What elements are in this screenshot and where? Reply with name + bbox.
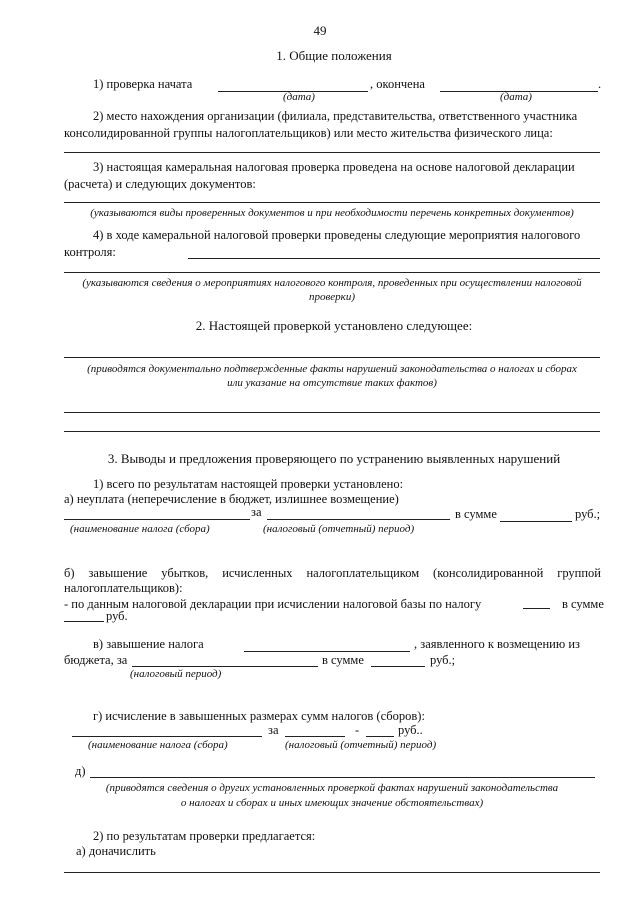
item1-label: 1) проверка начата <box>93 77 193 91</box>
a-tax-name-field[interactable] <box>64 519 250 520</box>
section-1-title: 1. Общие положения <box>276 48 392 63</box>
location-field[interactable] <box>64 152 600 153</box>
documents-field[interactable] <box>64 202 600 203</box>
g-za: за <box>268 723 279 737</box>
v-line1-a: в) завышение налога <box>93 637 204 651</box>
g-hint-tax-name: (наименование налога (сбора) <box>88 739 228 751</box>
a-hint-tax-name: (наименование налога (сбора) <box>70 523 210 535</box>
item3-line2: (расчета) и следующих документов: <box>64 177 256 191</box>
item4-hint-line1: (указываются сведения о мероприятиях налогового контроля, проведенных при осуществлении налоговой <box>82 277 582 289</box>
section-2-title: 2. Настоящей проверкой установлено следующее: <box>195 318 473 333</box>
g-period-to-field[interactable] <box>366 736 394 737</box>
s3-p2: 2) по результатам проверки предлагается: <box>93 829 316 843</box>
findings-field-3[interactable] <box>64 431 600 432</box>
item1-ended-label: , окончена <box>370 77 425 91</box>
section-3-title: 3. Выводы и предложения проверяющего по устранению выявленных нарушений <box>107 451 561 466</box>
section-2-hint-line2: или указание на отсутствие таких фактов) <box>227 377 437 389</box>
findings-field[interactable] <box>64 357 600 358</box>
a-amount-field[interactable] <box>500 521 572 522</box>
a-v-summe: в сумме <box>455 507 497 521</box>
a-hint-period: (налоговый (отчетный) период) <box>263 523 415 535</box>
b-line3: - по данным налоговой декларации при исчислении налоговой базы по налогу <box>64 597 482 611</box>
b-v-summe: в сумме <box>562 597 604 611</box>
start-date-hint: (дата) <box>283 91 315 103</box>
v-amount-field[interactable] <box>371 666 425 667</box>
g-tax-name-field[interactable] <box>72 736 262 737</box>
page-number: 49 <box>313 23 327 38</box>
item3-hint: (указываются виды проверенных документов и при необходимости перечень конкретных документов) <box>90 207 574 219</box>
g-period-from-field[interactable] <box>285 736 345 737</box>
control-measures-field[interactable] <box>188 258 600 259</box>
g-hint-period: (налоговый (отчетный) период) <box>285 739 437 751</box>
v-line2-b: в сумме <box>322 653 364 667</box>
a-rub: руб.; <box>575 507 601 521</box>
a-period-field[interactable] <box>267 519 450 520</box>
v-hint-period: (налоговый период) <box>130 668 222 680</box>
control-measures-field-2[interactable] <box>64 272 600 273</box>
findings-field-2[interactable] <box>64 412 600 413</box>
item3-line1: 3) настоящая камеральная налоговая проверка проведена на основе налоговой декларации <box>93 160 575 174</box>
b-line2: налогоплательщиков): <box>64 581 183 595</box>
s3-p2-a: а) доначислить <box>76 844 156 858</box>
s3-p1: 1) всего по результатам настоящей проверки установлено: <box>93 477 404 491</box>
b-amount-field[interactable] <box>64 621 104 622</box>
g-line: г) исчисление в завышенных размерах сумм налогов (сборов): <box>93 709 425 723</box>
item2-line1: 2) место нахождения организации (филиала, представительства, ответственного участника <box>93 109 578 123</box>
b-rub: руб. <box>106 609 128 623</box>
item4-line1: 4) в ходе камеральной налоговой проверки проведены следующие мероприятия налогового <box>93 228 581 242</box>
b-tax-field[interactable] <box>523 608 550 609</box>
d-other-field[interactable] <box>90 777 595 778</box>
v-line2-c: руб.; <box>430 653 456 667</box>
a-za: за <box>251 505 262 519</box>
d-label: д) <box>75 764 86 778</box>
additional-charge-field[interactable] <box>64 872 600 873</box>
v-tax-field[interactable] <box>244 651 410 652</box>
g-rub: руб.. <box>398 723 423 737</box>
d-hint-line2: о налогах и сборах и иных имеющих значение обстоятельствах) <box>180 797 484 809</box>
end-date-hint: (дата) <box>500 91 532 103</box>
item4-line2: контроля: <box>64 245 116 259</box>
v-line1-b: , заявленного к возмещению из <box>414 637 580 651</box>
item4-hint-line2: проверки) <box>309 291 355 303</box>
d-hint-line1: (приводятся сведения о других установленных проверкой фактах нарушений законодательства <box>105 782 559 794</box>
s3-a-label: а) неуплата (неперечисление в бюджет, излишнее возмещение) <box>64 492 399 506</box>
g-dash: - <box>355 723 360 737</box>
section-2-hint-line1: (приводятся документально подтвержденные факты нарушений законодательства о налогах и сборах <box>87 363 577 375</box>
item2-line2: консолидированной группы налогоплательщиков) или место жительства физического лица: <box>64 126 553 140</box>
b-line1: б) завышение убытков, исчисленных налогоплательщиком (консолидированной группой <box>64 566 601 580</box>
v-line2-a: бюджета, за <box>64 653 128 667</box>
v-period-field[interactable] <box>132 666 318 667</box>
